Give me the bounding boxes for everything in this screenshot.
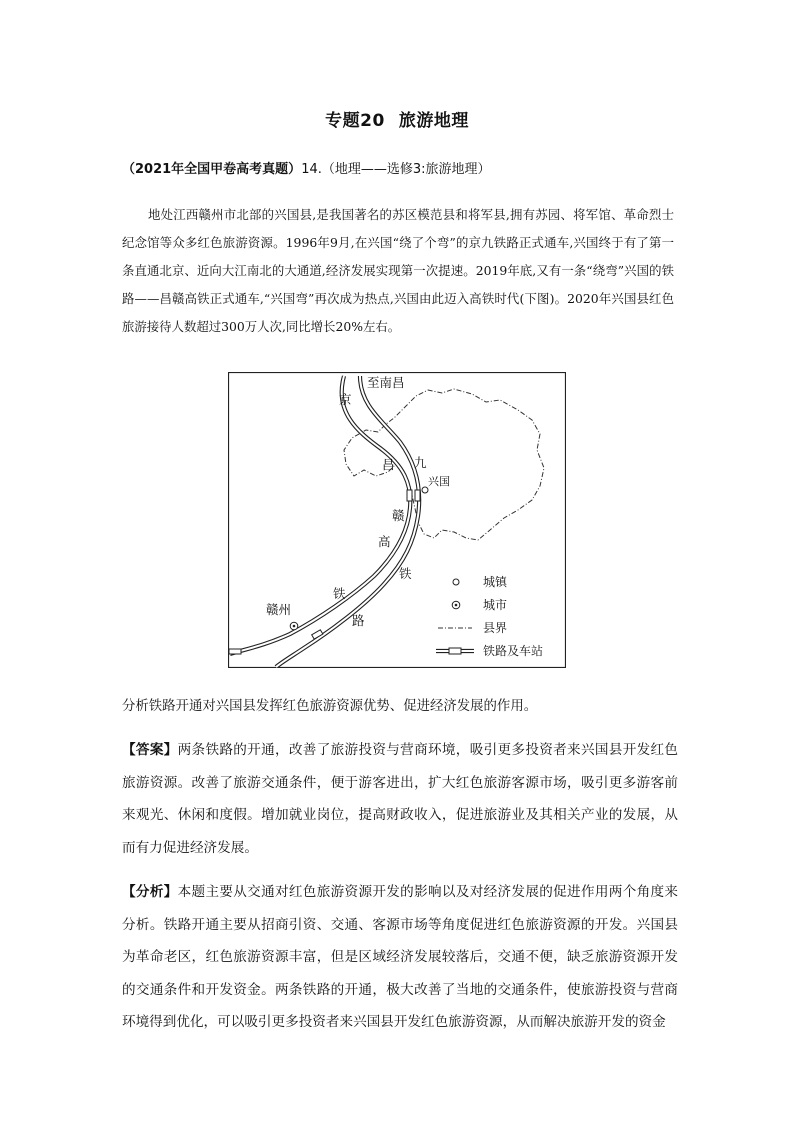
- question-header: [122, 158, 491, 177]
- topic-number: 专题20: [325, 111, 385, 131]
- legend-town-label: 城镇: [483, 575, 508, 589]
- station-marker: [407, 490, 412, 501]
- jingjiu-railway: [230, 376, 410, 654]
- legend-town-symbol: [453, 579, 459, 585]
- legend-railway-label: 铁路及车站: [483, 644, 544, 658]
- railway-map: [228, 372, 566, 668]
- label-to-nanchang: 至南昌: [367, 375, 405, 390]
- answer-text: 两条铁路的开通，改善了旅游投资与营商环境，吸引更多投资者来兴国县开发红色旅游资源。改善了旅游交通条件，便于游客进出，扩大红色旅游客源市场，吸引更多游客前来观光、休闲和度假。增加就业岗位，提高财政收入，促进旅游业及其相关产业的发展，从而有力促进经济发展。: [122, 742, 679, 856]
- label-xingguo: 兴国: [428, 475, 450, 488]
- question-number: 14.（地理——选修3:旅游地理）: [301, 162, 491, 177]
- page-title: [0, 106, 794, 131]
- analysis-text: 本题主要从交通对红色旅游资源开发的影响以及对经济发展的促进作用两个角度来分析。铁路开通主要从招商引资、交通、客源市场等角度促进红色旅游资源的开发。兴国县为革命老区，红色旅游资源丰富，但是区域经济发展较落后，交通不便，缺乏旅游资源开发的交通条件和开发资金。两条铁路的开通，极大改善了当地的交通条件，使旅游投资与营商环境得到优化，可以吸引更多投资者来兴国县开发红色旅游资源，从而解决旅游开发的资金: [122, 884, 679, 1030]
- legend-border-label: 县界: [483, 621, 508, 635]
- question-prompt: 分析铁路开通对兴国县发挥红色旅游资源优势、促进经济发展的作用。: [122, 699, 538, 714]
- question-source: （2021年全国甲卷高考真题）: [122, 162, 302, 177]
- label-gao: 高: [378, 534, 391, 549]
- station-marker: [229, 649, 241, 654]
- label-ganzhou: 赣州: [266, 602, 292, 617]
- analysis-tag: 【分析】: [122, 884, 178, 900]
- question-intro: 地处江西赣州市北部的兴国县,是我国著名的苏区模范县和将军县,拥有苏园、将军馆、革命烈士纪念馆等众多红色旅游资源。1996年9月,在兴国“绕了个弯”的京九铁路正式通车,兴国终于有了第一条直通北京、近向大江南北的大通道,经济发展实现第一次提速。2019年底,又有一条“绕弯”兴国的铁路——昌赣高铁正式通车,“兴国弯”再次成为热点,兴国由此迈入高铁时代(下图)。2020年兴国县红色旅游接待人数超过300万人次,同比增长20%左右。: [122, 207, 674, 334]
- legend-city-label: 城市: [483, 598, 508, 612]
- answer-tag: 【答案】: [122, 742, 178, 758]
- analysis-section: [122, 876, 678, 1039]
- label-gan: 赣: [392, 508, 405, 523]
- answer-section: [122, 734, 678, 864]
- legend-railway-symbol: [449, 648, 461, 654]
- label-lu: 路: [352, 613, 365, 628]
- label-jiu: 九: [414, 455, 427, 470]
- label-tie-rail: 铁: [333, 586, 346, 601]
- label-jing: 京: [339, 392, 352, 407]
- label-tie-hsr: 铁: [399, 566, 412, 581]
- topic-name: 旅游地理: [398, 111, 469, 131]
- label-chang: 昌: [382, 457, 395, 472]
- station-marker: [415, 490, 420, 501]
